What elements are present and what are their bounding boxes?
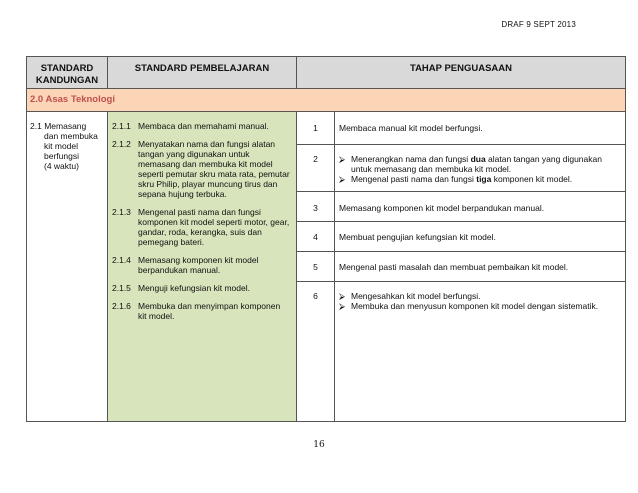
learning-standard-code: 2.1.3 <box>112 207 131 217</box>
tahap-bullet-text: Menerangkan nama dan fungsi <box>351 154 471 164</box>
tahap-bullet-text: Mengenal pasti nama dan fungsi <box>351 174 477 184</box>
tahap-level-number: 6 <box>297 282 335 421</box>
tahap-bullet-emphasis: dua <box>470 154 486 164</box>
standard-kandungan-first-line <box>30 121 107 131</box>
arrow-bullet-icon: ⮚ <box>339 154 346 164</box>
learning-standard-item <box>112 283 290 293</box>
arrow-bullet-icon: ⮚ <box>339 174 346 184</box>
tahap-bullet-text: Membuka dan menyusun komponen kit model dengan sistematik. <box>351 301 599 311</box>
tahap-bullet-text: alatan tangan yang digunakan untuk memasang dan membuka kit model. <box>351 154 602 174</box>
tahap-bullet <box>339 154 619 174</box>
arrow-bullet-icon: ⮚ <box>339 291 346 301</box>
tahap-level-number: 2 <box>297 145 335 191</box>
tahap-bullet <box>339 291 619 301</box>
standard-kandungan-cell <box>27 112 108 421</box>
tahap-description <box>339 154 619 184</box>
tahap-bullet-emphasis: tiga <box>476 174 492 184</box>
learning-standard-code: 2.1.5 <box>112 283 131 293</box>
learning-standard-code: 2.1.1 <box>112 121 131 131</box>
tahap-row-3 <box>297 192 625 222</box>
tahap-level-number: 5 <box>297 252 335 281</box>
learning-standard-text: Membuka dan menyimpan komponen kit model. <box>138 301 281 321</box>
tahap-description: Membaca manual kit model berfungsi. <box>339 123 483 133</box>
tahap-description: Membuat pengujian kefungsian kit model. <box>339 232 496 242</box>
standard-kandungan-line: dan membuka <box>44 131 98 141</box>
curriculum-table <box>26 56 626 422</box>
tahap-description: Mengenal pasti masalah dan membuat pembaikan kit model. <box>339 262 569 272</box>
header-standard-kandungan-line1: STANDARD <box>40 63 94 74</box>
learning-standard-code: 2.1.6 <box>112 301 131 311</box>
tahap-level-number: 4 <box>297 222 335 251</box>
learning-standard-code: 2.1.2 <box>112 139 131 149</box>
tahap-bullet-text: komponen kit model. <box>491 174 573 184</box>
standard-kandungan-line: berfungsi <box>44 151 79 161</box>
learning-standard-item <box>112 139 290 199</box>
tahap-bullet <box>339 174 619 184</box>
tahap-row-2 <box>297 145 625 192</box>
tahap-bullet <box>339 301 619 311</box>
learning-standard-text: Mengenal pasti nama dan fungsi komponen kit model seperti motor, gear, gandar, roda, kerangka, suis dan pemegang bateri. <box>138 207 290 247</box>
tahap-bullet-text: Mengesahkan kit model berfungsi. <box>351 291 481 301</box>
learning-standard-text: Menyatakan nama dan fungsi alatan tangan yang digunakan untuk memasang dan membuka kit model seperti pemutar skru mata rata, pemutar skru Philip, playar muncung tirus dan sepana hujung terbuka. <box>138 139 290 199</box>
tahap-level-number: 3 <box>297 192 335 221</box>
learning-standard-item <box>112 207 290 247</box>
learning-standard-item <box>112 121 290 131</box>
header-standard-kandungan-line2: KANDUNGAN <box>35 75 99 86</box>
learning-standard-item <box>112 301 290 321</box>
tahap-row-4 <box>297 222 625 252</box>
header-tahap-penguasaan: TAHAP PENGUASAAN <box>297 57 625 89</box>
tahap-row-5 <box>297 252 625 282</box>
header-standard-kandungan <box>27 57 108 89</box>
tahap-description: Memasang komponen kit model berpandukan manual. <box>339 203 545 213</box>
learning-standard-text: Memasang komponen kit model berpandukan manual. <box>138 255 259 275</box>
learning-standard-text: Membaca dan memahami manual. <box>138 121 269 131</box>
tahap-row-1 <box>297 112 625 145</box>
tahap-description <box>339 291 619 311</box>
standard-pembelajaran-cell <box>108 112 297 421</box>
learning-standard-code: 2.1.4 <box>112 255 131 265</box>
standard-kandungan-duration: (4 waktu) <box>44 161 79 171</box>
standard-kandungan-line: Memasang <box>44 121 87 131</box>
header-standard-pembelajaran: STANDARD PEMBELAJARAN <box>108 57 297 89</box>
arrow-bullet-icon: ⮚ <box>339 301 346 311</box>
standard-kandungan-code: 2.1 <box>30 121 42 131</box>
page-number: 16 <box>313 440 325 450</box>
standard-kandungan-line: kit model <box>44 141 79 151</box>
section-title: 2.0 Asas Teknologi <box>27 89 625 112</box>
learning-standard-text: Menguji kefungsian kit model. <box>138 283 250 293</box>
tahap-level-number: 1 <box>297 112 335 144</box>
tahap-row-6 <box>297 282 625 421</box>
learning-standard-item <box>112 255 290 275</box>
draft-date-label: DRAF 9 SEPT 2013 <box>501 20 576 29</box>
